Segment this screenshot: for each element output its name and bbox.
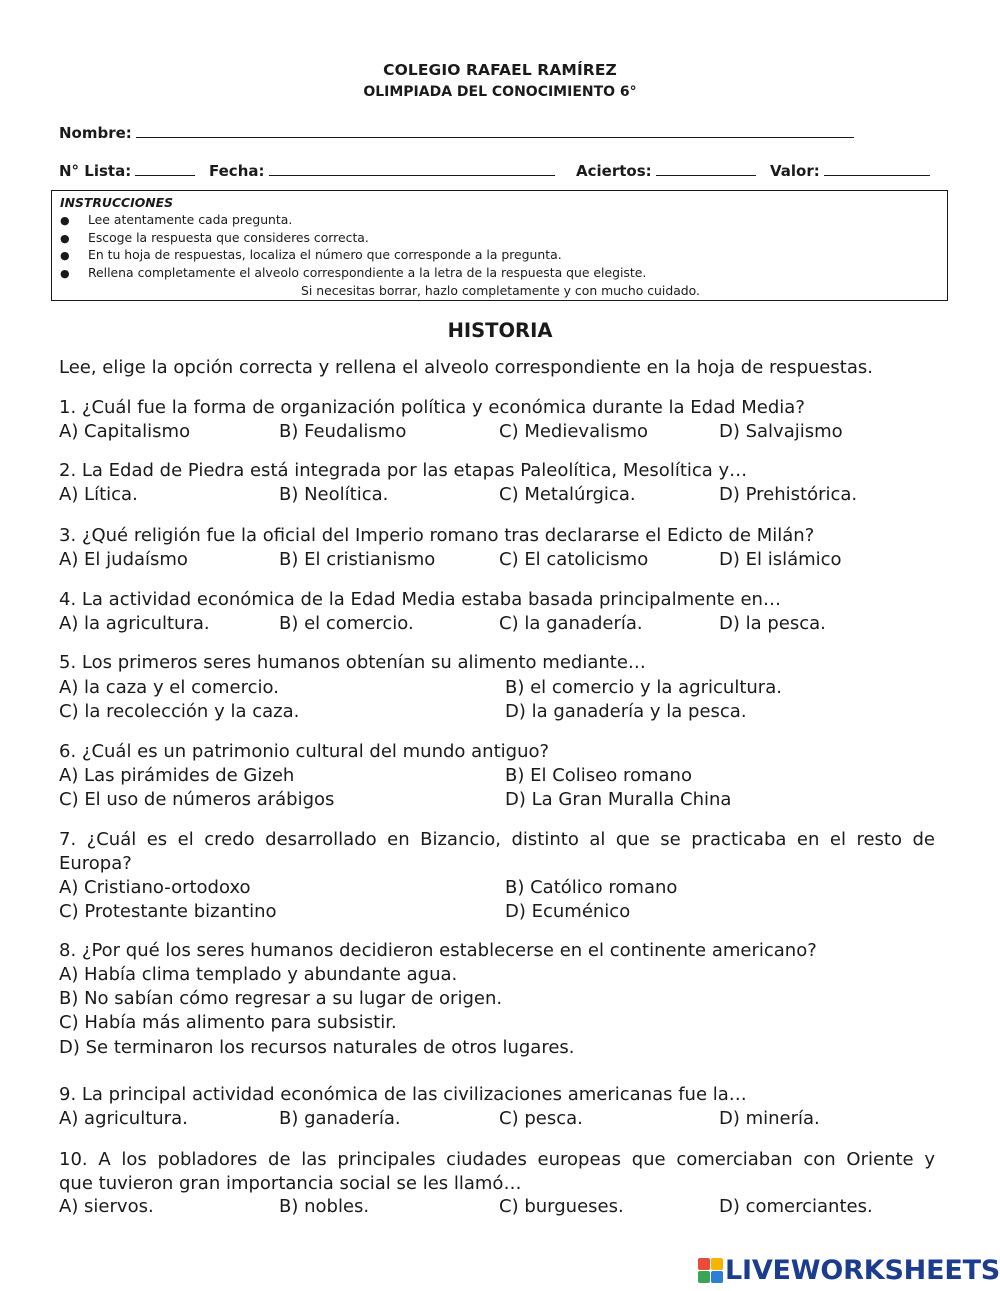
- list-number-blank[interactable]: [135, 161, 195, 176]
- instruction-item: Lee atentamente cada pregunta.: [88, 212, 293, 227]
- question-2: 2. La Edad de Piedra está integrada por las etapas Paleolítica, Mesolítica y…: [59, 460, 748, 481]
- q8-option-d[interactable]: D) Se terminaron los recursos naturales de otros lugares.: [59, 1037, 575, 1058]
- question-9: 9. La principal actividad económica de las civilizaciones americanas fue la…: [59, 1084, 747, 1105]
- q10-option-d[interactable]: D) comerciantes.: [719, 1196, 873, 1217]
- value-label: Valor:: [770, 162, 820, 180]
- q2-option-d[interactable]: D) Prehistórica.: [719, 484, 858, 505]
- section-title: HISTORIA: [447, 319, 553, 342]
- q6-option-c[interactable]: C) El uso de números arábigos: [59, 789, 335, 810]
- q3-option-a[interactable]: A) El judaísmo: [59, 549, 188, 570]
- value-field[interactable]: [770, 161, 930, 180]
- bullet-icon: ●: [60, 214, 70, 227]
- q8-option-c[interactable]: C) Había más alimento para subsistir.: [59, 1012, 397, 1033]
- instruction-item: En tu hoja de respuestas, localiza el número que corresponde a la pregunta.: [88, 247, 562, 262]
- q5-option-a[interactable]: A) la caza y el comercio.: [59, 677, 279, 698]
- question-4: 4. La actividad económica de la Edad Media estaba basada principalmente en…: [59, 589, 781, 610]
- q3-option-d[interactable]: D) El islámico: [719, 549, 842, 570]
- q9-option-b[interactable]: B) ganadería.: [279, 1108, 401, 1129]
- instructions-box: [51, 190, 948, 301]
- q5-option-b[interactable]: B) el comercio y la agricultura.: [505, 677, 782, 698]
- q5-option-c[interactable]: C) la recolección y la caza.: [59, 701, 300, 722]
- logo-square: [711, 1258, 723, 1270]
- q9-option-c[interactable]: C) pesca.: [499, 1108, 583, 1129]
- value-blank[interactable]: [824, 161, 930, 176]
- q1-option-d[interactable]: D) Salvajismo: [719, 421, 843, 442]
- q6-option-d[interactable]: D) La Gran Muralla China: [505, 789, 732, 810]
- logo-square: [698, 1271, 710, 1283]
- name-label: Nombre:: [59, 124, 132, 142]
- q6-option-b[interactable]: B) El Coliseo romano: [505, 765, 692, 786]
- q2-option-a[interactable]: A) Lítica.: [59, 484, 138, 505]
- q9-option-a[interactable]: A) agricultura.: [59, 1108, 188, 1129]
- q1-option-b[interactable]: B) Feudalismo: [279, 421, 407, 442]
- q2-option-c[interactable]: C) Metalúrgica.: [499, 484, 636, 505]
- section-intro: Lee, elige la opción correcta y rellena el alveolo correspondiente en la hoja de respuestas.: [59, 357, 873, 378]
- date-blank[interactable]: [269, 161, 555, 176]
- question-1: 1. ¿Cuál fue la forma de organización política y económica durante la Edad Media?: [59, 397, 805, 418]
- question-5: 5. Los primeros seres humanos obtenían su alimento mediante…: [59, 652, 646, 673]
- q1-option-a[interactable]: A) Capitalismo: [59, 421, 191, 442]
- name-field[interactable]: [59, 123, 854, 142]
- logo-text: LIVEWORKSHEETS: [725, 1255, 1000, 1286]
- name-blank[interactable]: [136, 123, 854, 138]
- q1-option-c[interactable]: C) Medievalismo: [499, 421, 649, 442]
- bullet-icon: ●: [60, 267, 70, 280]
- q2-option-b[interactable]: B) Neolítica.: [279, 484, 389, 505]
- logo-square: [698, 1258, 710, 1270]
- q7-option-b[interactable]: B) Católico romano: [505, 877, 678, 898]
- bullet-icon: ●: [60, 232, 70, 245]
- question-3: 3. ¿Qué religión fue la oficial del Imperio romano tras declararse el Edicto de Milán?: [59, 525, 815, 546]
- instruction-item: Escoge la respuesta que consideres correcta.: [88, 230, 369, 245]
- q8-option-a[interactable]: A) Había clima templado y abundante agua.: [59, 964, 458, 985]
- question-7-line-2: Europa?: [59, 853, 132, 874]
- list-number-field[interactable]: [59, 161, 195, 180]
- logo-square: [711, 1271, 723, 1283]
- instruction-item: Rellena completamente el alveolo correspondiente a la letra de la respuesta que elegiste.: [88, 265, 647, 280]
- q6-option-a[interactable]: A) Las pirámides de Gizeh: [59, 765, 295, 786]
- q4-option-c[interactable]: C) la ganadería.: [499, 613, 643, 634]
- score-label: Aciertos:: [576, 162, 652, 180]
- question-8: 8. ¿Por qué los seres humanos decidieron establecerse en el continente americano?: [59, 940, 817, 961]
- q3-option-c[interactable]: C) El catolicismo: [499, 549, 649, 570]
- question-7-line-1: 7. ¿Cuál es el credo desarrollado en Bizancio, distinto al que se practicaba en el resto de: [59, 829, 935, 850]
- liveworksheets-logo[interactable]: [698, 1255, 1000, 1288]
- q7-option-a[interactable]: A) Cristiano-ortodoxo: [59, 877, 251, 898]
- date-field[interactable]: [209, 161, 555, 180]
- instructions-heading: INSTRUCCIONES: [60, 195, 174, 210]
- score-field[interactable]: [576, 161, 756, 180]
- q4-option-a[interactable]: A) la agricultura.: [59, 613, 210, 634]
- q10-option-a[interactable]: A) siervos.: [59, 1196, 154, 1217]
- q4-option-b[interactable]: B) el comercio.: [279, 613, 414, 634]
- q4-option-d[interactable]: D) la pesca.: [719, 613, 826, 634]
- score-blank[interactable]: [656, 161, 756, 176]
- question-10-line-1: 10. A los pobladores de las principales ciudades europeas que comerciaban con Oriente y: [59, 1149, 935, 1170]
- bullet-icon: ●: [60, 249, 70, 262]
- list-number-label: N° Lista:: [59, 162, 132, 180]
- q5-option-d[interactable]: D) la ganadería y la pesca.: [505, 701, 747, 722]
- q10-option-b[interactable]: B) nobles.: [279, 1196, 370, 1217]
- q7-option-c[interactable]: C) Protestante bizantino: [59, 901, 277, 922]
- question-10-line-2: que tuvieron gran importancia social se les llamó…: [59, 1173, 522, 1194]
- exam-title: OLIMPIADA DEL CONOCIMIENTO 6°: [363, 84, 637, 100]
- q8-option-b[interactable]: B) No sabían cómo regresar a su lugar de origen.: [59, 988, 503, 1009]
- q10-option-c[interactable]: C) burgueses.: [499, 1196, 624, 1217]
- school-name: COLEGIO RAFAEL RAMÍREZ: [383, 61, 617, 79]
- date-label: Fecha:: [209, 162, 265, 180]
- instruction-note: Si necesitas borrar, hazlo completamente y con mucho cuidado.: [301, 283, 700, 298]
- question-6: 6. ¿Cuál es un patrimonio cultural del mundo antiguo?: [59, 741, 550, 762]
- q7-option-d[interactable]: D) Ecuménico: [505, 901, 631, 922]
- q3-option-b[interactable]: B) El cristianismo: [279, 549, 436, 570]
- q9-option-d[interactable]: D) minería.: [719, 1108, 820, 1129]
- logo-grid-icon: [698, 1256, 725, 1286]
